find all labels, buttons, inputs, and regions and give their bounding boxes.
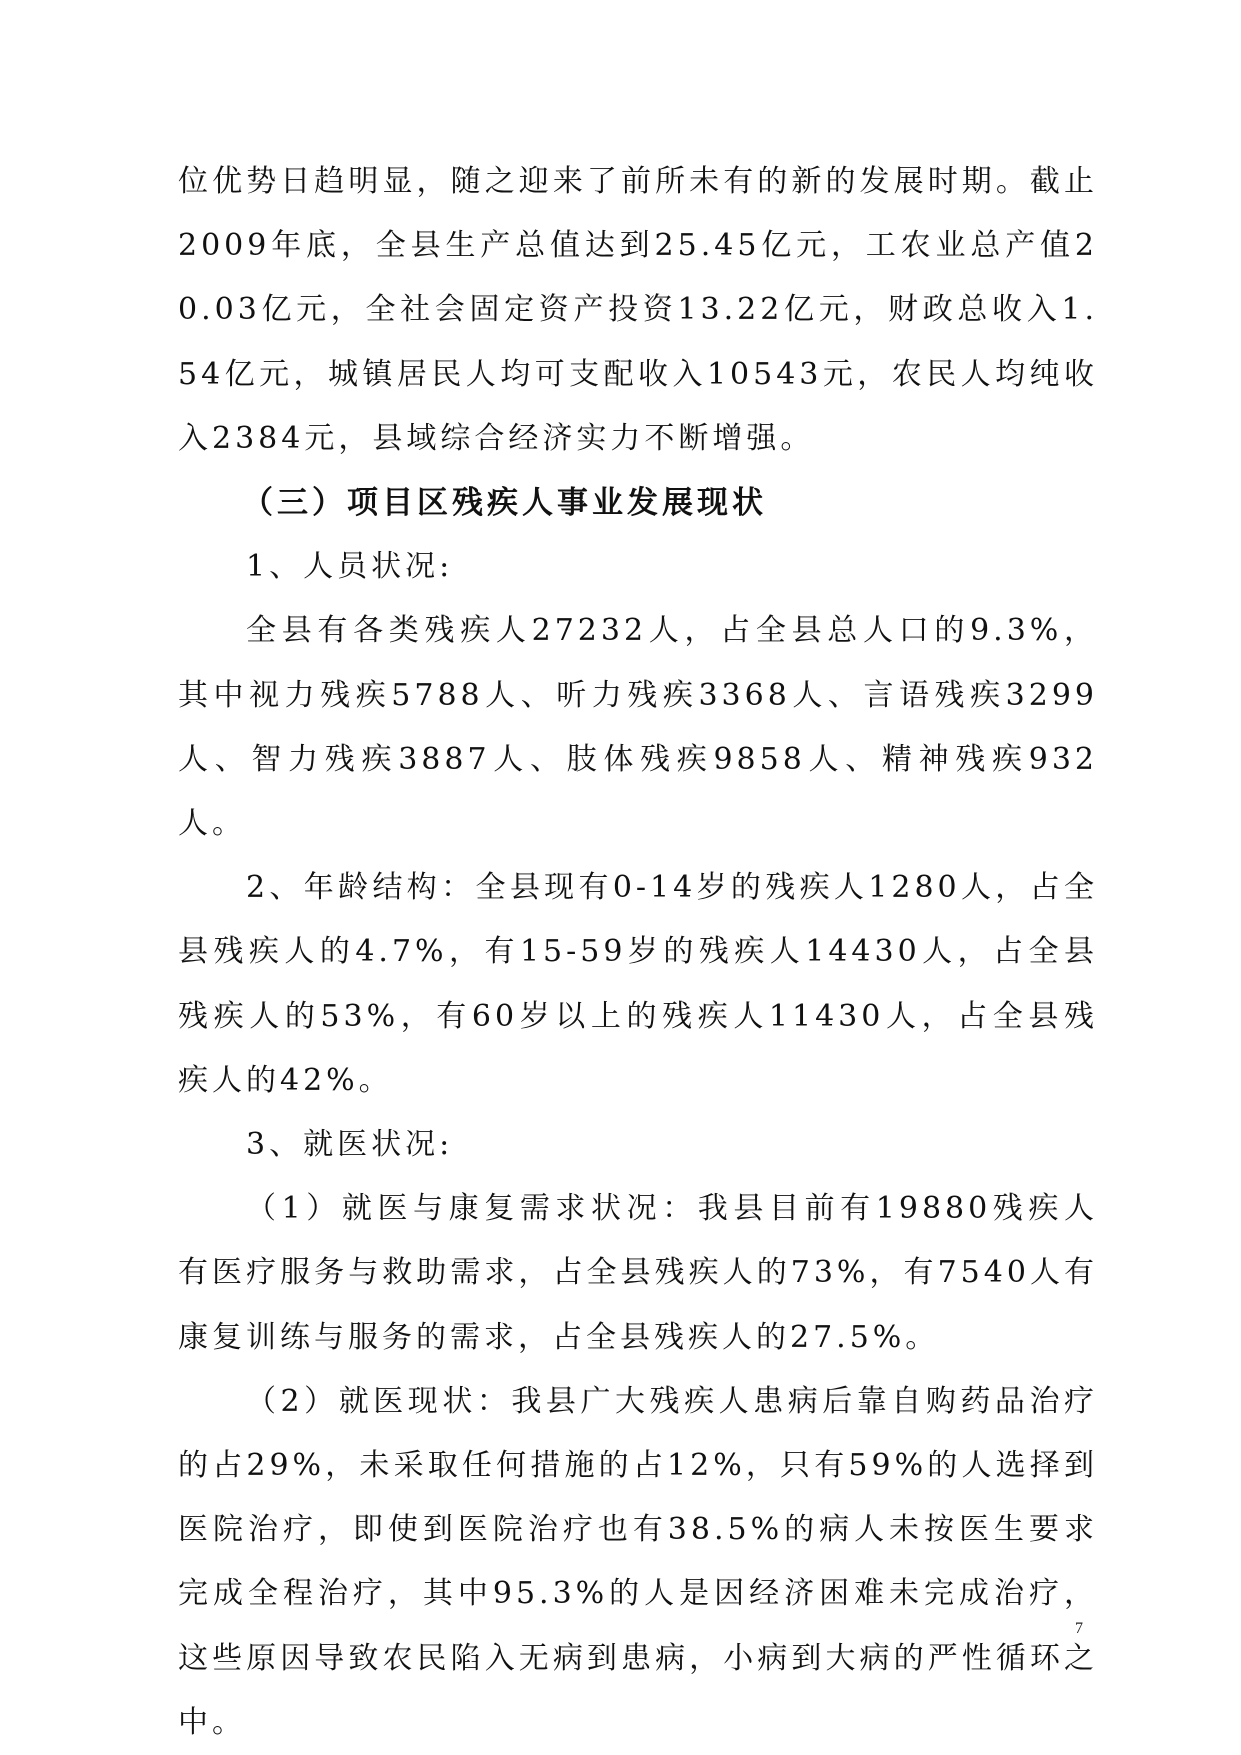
paragraph-medical-status: （2）就医现状：我县广大残疾人患病后靠自购药品治疗的占29%，未采取任何措施的占12%，只有59%的人选择到医院治疗，即使到医院治疗也有38.5%的病人未按医生要求完成全程治疗，其中95.3%的人是因经济困难未完成治疗，这些原因导致农民陷入无病到患病，小病到大病的严性循环之中。: [178, 1383, 1098, 1740]
page-number: 7: [1075, 1620, 1083, 1637]
subheading-personnel: 1、人员状况:: [246, 549, 454, 585]
paragraph-age-structure: 2、年龄结构：全县现有0-14岁的残疾人1280人，占全县残疾人的4.7%，有15-59岁的残疾人14430人，占全县残疾人的53%，有60岁以上的残疾人11430人，占全县残疾人的42%。: [178, 870, 1098, 1098]
document-body: [178, 150, 1098, 1755]
paragraph-medical-demand: （1）就医与康复需求状况：我县目前有19880残疾人有医疗服务与救助需求，占全县残疾人的73%，有7540人有康复训练与服务的需求，占全县残疾人的27.5%。: [178, 1191, 1098, 1355]
subheading-medical: 3、就医状况:: [246, 1127, 454, 1163]
section-heading: （三）项目区残疾人事业发展现状: [242, 485, 767, 522]
paragraph-personnel: 全县有各类残疾人27232人，占全县总人口的9.3%，其中视力残疾5788人、听力残疾3368人、言语残疾3299人、智力残疾3887人、肢体残疾9858人、精神残疾932人。: [178, 613, 1098, 842]
paragraph-intro-continuation: 位优势日趋明显，随之迎来了前所未有的新的发展时期。截止2009年底，全县生产总值达到25.45亿元，工农业总产值20.03亿元，全社会固定资产投资13.22亿元，财政总收入1.54亿元，城镇居民人均可支配收入10543元，农民人均纯收入2384元，县域综合经济实力不断增强。: [178, 164, 1098, 456]
